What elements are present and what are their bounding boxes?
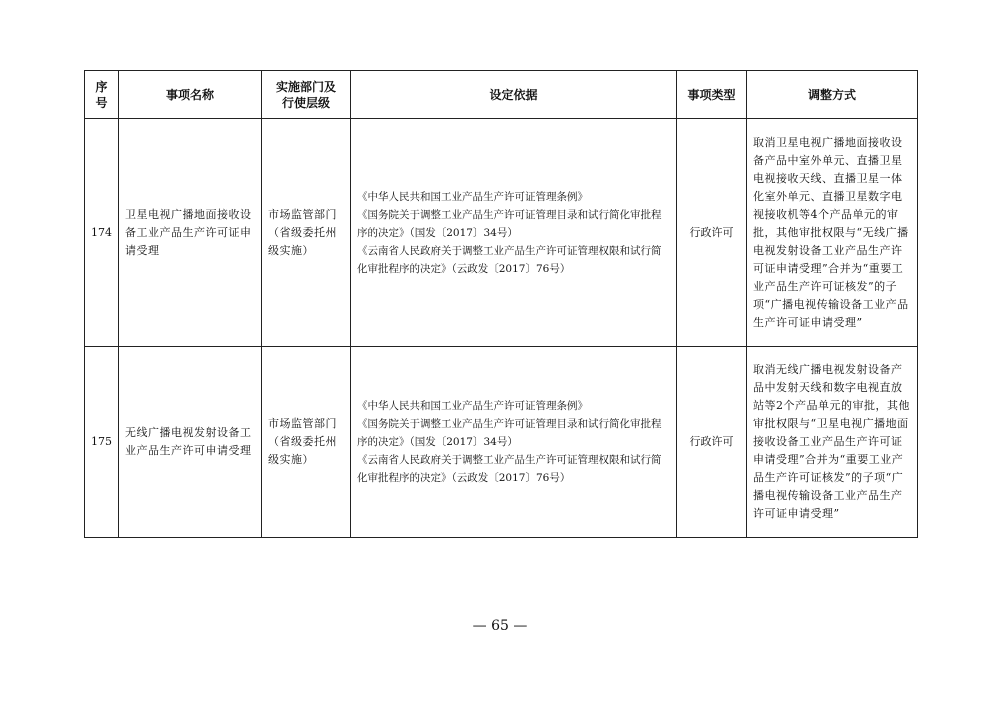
row-basis [351, 119, 677, 347]
row-item-name: 卫星电视广播地面接收设备工业产品生产许可证申请受理 [119, 119, 262, 347]
row-num: 174 [85, 119, 119, 347]
header-type: 事项类型 [677, 71, 747, 119]
header-dept: 实施部门及行使层级 [262, 71, 351, 119]
header-num: 序号 [85, 71, 119, 119]
row-department: 市场监管部门（省级委托州级实施） [262, 347, 351, 538]
basis-line: 《中华人民共和国工业产品生产许可证管理条例》 [357, 400, 588, 412]
row-type: 行政许可 [677, 119, 747, 347]
row-type: 行政许可 [677, 347, 747, 538]
row-department: 市场监管部门（省级委托州级实施） [262, 119, 351, 347]
row-item-name: 无线广播电视发射设备工业产品生产许可申请受理 [119, 347, 262, 538]
header-basis: 设定依据 [351, 71, 677, 119]
header-method: 调整方式 [747, 71, 918, 119]
basis-line: 《云南省人民政府关于调整工业产品生产许可证管理权限和试行简化审批程序的决定》（云政发〔2017〕76号） [357, 244, 662, 275]
document-table [84, 70, 918, 538]
basis-line: 《国务院关于调整工业产品生产许可证管理目录和试行简化审批程序的决定》（国发〔2017〕34号） [357, 208, 662, 239]
table-row [85, 347, 918, 538]
row-method: 取消无线广播电视发射设备产品中发射天线和数字电视直放站等2个产品单元的审批，其他审批权限与“卫星电视广播地面接收设备工业产品生产许可证申请受理”合并为“重要工业产品生产许可证核发”的子项“广播电视传输设备工业产品生产许可证申请受理” [747, 347, 918, 538]
basis-line: 《中华人民共和国工业产品生产许可证管理条例》 [357, 190, 588, 203]
basis-line: 《云南省人民政府关于调整工业产品生产许可证管理权限和试行简化审批程序的决定》（云政发〔2017〕76号） [357, 454, 662, 484]
page-number: — 65 — [472, 618, 528, 634]
row-num: 175 [85, 347, 119, 538]
basis-line: 《国务院关于调整工业产品生产许可证管理目录和试行简化审批程序的决定》（国发〔2017〕34号） [357, 418, 662, 448]
table-row [85, 119, 918, 347]
table-header-row [85, 71, 918, 119]
row-basis [351, 347, 677, 538]
row-method: 取消卫星电视广播地面接收设备产品中室外单元、直播卫星电视接收天线、直播卫星一体化室外单元、直播卫星数字电视接收机等4个产品单元的审批，其他审批权限与“无线广播电视发射设备工业产品生产许可证申请受理”合并为“重要工业产品生产许可证核发”的子项“广播电视传输设备工业产品生产许可证申请受理” [747, 119, 918, 347]
header-name: 事项名称 [119, 71, 262, 119]
